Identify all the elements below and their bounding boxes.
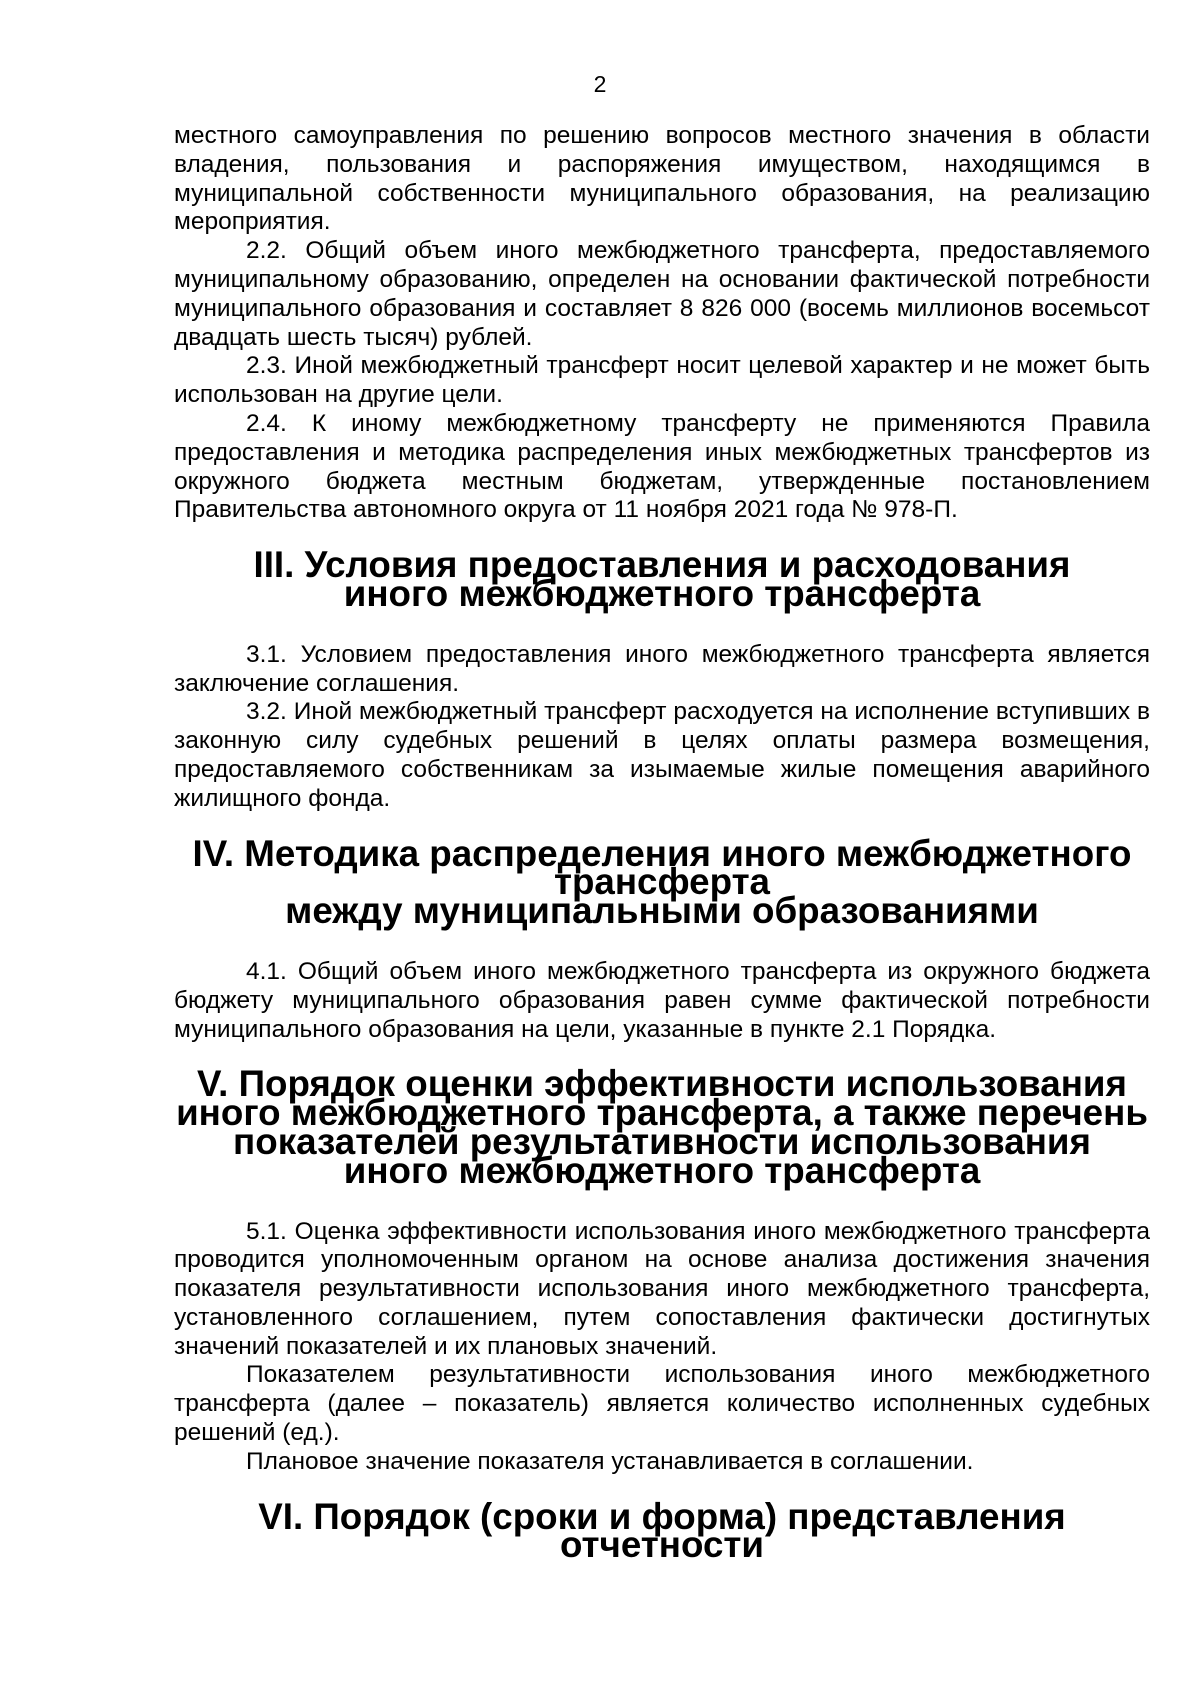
section-5-heading-line: V. Порядок оценки эффективности использования xyxy=(197,1063,1127,1105)
paragraph-continuation: местного самоуправления по решению вопросов местного значения в области владения, пользования и распоряжения имуществом, находящимся в муниципальной собственности муниципального образования, на реализацию мероприятия. xyxy=(174,122,1150,236)
paragraph-2-4: 2.4. К иному межбюджетному трансферту не применяются Правила предоставления и методика распределения иных межбюджетных трансфертов из окружного бюджета местным бюджетам, утвержденные постановлением Правительства автономного округа от 11 ноября 2021 года № 978-П. xyxy=(174,409,1150,524)
section-4-heading-line: между муниципальными образованиями xyxy=(285,890,1039,932)
section-3-heading-line: III. Условия предоставления и расходования xyxy=(253,544,1071,586)
section-4-heading-line: IV. Методика распределения иного межбюджетного трансферта xyxy=(192,832,1132,903)
paragraph-3-1: 3.1. Условием предоставления иного межбюджетного трансферта является заключение соглашения. xyxy=(174,640,1150,697)
paragraph-4-1: 4.1. Общий объем иного межбюджетного трансферта из окружного бюджета бюджету муниципального образования равен сумме фактической потребности муниципального образования на цели, указанные в пункте 2.1 Порядка. xyxy=(174,957,1150,1043)
paragraph-plan-value: Плановое значение показателя устанавливается в соглашении. xyxy=(246,1447,974,1475)
section-5-heading-line: показателей результативности использования xyxy=(233,1120,1091,1162)
paragraph-5-1: 5.1. Оценка эффективности использования иного межбюджетного трансферта проводится уполномоченным органом на основе анализа достижения значения показателя результативности использования иного межбюджетного трансферта, установленного соглашением, путем сопоставления фактически достигнутых значений показателей и их плановых значений. xyxy=(174,1217,1150,1360)
section-6-heading-line: VI. Порядок (сроки и форма) представления отчетности xyxy=(258,1495,1066,1566)
section-5-heading-line: иного межбюджетного трансферта, а также перечень xyxy=(176,1092,1148,1134)
document-body xyxy=(174,122,1150,1566)
section-4-heading xyxy=(174,832,1150,932)
section-5-heading-line: иного межбюджетного трансферта xyxy=(343,1149,981,1191)
paragraph-2-2: 2.2. Общий объем иного межбюджетного трансферта, предоставляемого муниципальному образованию, определен на основании фактической потребности муниципального образования и составляет 8 826 000 (восемь миллионов восемьсот двадцать шесть тысяч) рублей. xyxy=(174,237,1150,351)
section-6-heading xyxy=(174,1495,1150,1566)
section-3-heading xyxy=(174,544,1150,614)
section-5-heading xyxy=(174,1063,1150,1191)
page-number: 2 xyxy=(593,71,607,97)
paragraph-indicator: Показателем результативности использования иного межбюджетного трансферта (далее – показатель) является количество исполненных судебных решений (ед.). xyxy=(174,1361,1150,1447)
section-3-heading-line: иного межбюджетного трансферта xyxy=(343,572,981,614)
paragraph-3-2: 3.2. Иной межбюджетный трансферт расходуется на исполнение вступивших в законную силу судебных решений в целях оплаты размера возмещения, предоставляемого собственникам за изымаемые жилые помещения аварийного жилищного фонда. xyxy=(174,698,1150,812)
paragraph-2-3: 2.3. Иной межбюджетный трансферт носит целевой характер и не может быть использован на другие цели. xyxy=(174,352,1150,409)
